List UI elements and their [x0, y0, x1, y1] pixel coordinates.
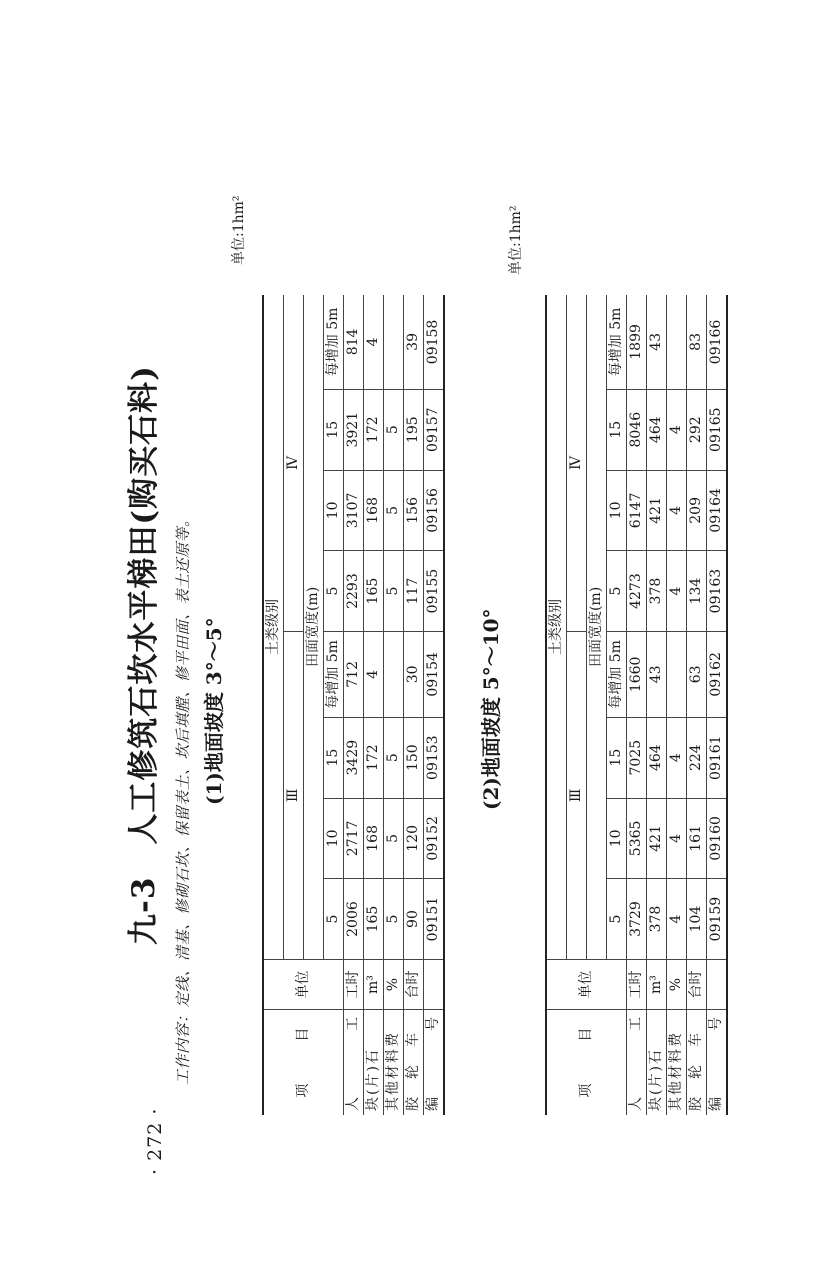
- header-unit: 单位: [546, 959, 627, 1009]
- row-value: 165: [364, 551, 384, 632]
- row-value: 09158: [424, 295, 445, 389]
- table-2-unit-note: 单位:1hm²: [508, 205, 524, 275]
- row-value: 5: [384, 389, 404, 470]
- row-value: [667, 295, 687, 389]
- row-value: 8046: [627, 389, 647, 470]
- quota-table: [262, 295, 445, 1115]
- row-value: 165: [364, 879, 384, 960]
- header-soil-class: 土类级别: [546, 295, 567, 959]
- table-row: [667, 295, 687, 1115]
- row-name: 块(片)石: [647, 1010, 667, 1115]
- row-value: 09162: [707, 631, 728, 717]
- row-value: 209: [687, 470, 707, 551]
- row-value: 117: [404, 551, 424, 632]
- row-value: 90: [404, 879, 424, 960]
- row-value: 172: [364, 389, 384, 470]
- row-value: 1660: [627, 631, 647, 717]
- header-item: 项 目: [546, 1010, 627, 1115]
- row-value: 292: [687, 389, 707, 470]
- row-value: 09154: [424, 631, 445, 717]
- row-name: 编 号: [707, 1010, 728, 1115]
- row-value: 09166: [707, 295, 728, 389]
- header-field-width: 田面宽度(m): [304, 295, 324, 959]
- row-value: [384, 631, 404, 717]
- row-value: 172: [364, 717, 384, 798]
- header-width-1: 10: [607, 798, 627, 879]
- table-row: [384, 295, 404, 1115]
- row-value: 712: [344, 631, 364, 717]
- header-class-iii: Ⅲ: [284, 631, 304, 959]
- row-value: 378: [647, 551, 667, 632]
- header-width-4: 5: [324, 551, 344, 632]
- row-unit: 工时: [627, 959, 647, 1009]
- row-value: 09153: [424, 717, 445, 798]
- row-name: 其他材料费: [384, 1010, 404, 1115]
- row-value: 464: [647, 389, 667, 470]
- header-width-2: 15: [607, 717, 627, 798]
- row-value: 378: [647, 879, 667, 960]
- work-content: 工作内容：定线、清基、修砌石坎、保留表土、坎后填膛、修平田面、表土还原等。: [174, 511, 192, 1085]
- table-1-unit-note: 单位:1hm²: [231, 195, 247, 265]
- row-value: 224: [687, 717, 707, 798]
- row-value: 421: [647, 798, 667, 879]
- row-value: 421: [647, 470, 667, 551]
- header-width-3: 每增加 5m: [324, 631, 344, 717]
- row-value: 120: [404, 798, 424, 879]
- row-value: 3729: [627, 879, 647, 960]
- row-value: 814: [344, 295, 364, 389]
- header-width-5: 10: [324, 470, 344, 551]
- header-item: 项 目: [263, 1010, 344, 1115]
- header-width-0: 5: [607, 879, 627, 960]
- header-width-7: 每增加 5m: [607, 295, 627, 389]
- row-name: 其他材料费: [667, 1010, 687, 1115]
- table-1-subtitle: (1)地面坡度 3°～5°: [202, 617, 226, 805]
- row-name: 人 工: [344, 1010, 364, 1115]
- row-value: 09160: [707, 798, 728, 879]
- row-value: 104: [687, 879, 707, 960]
- row-value: 5: [384, 798, 404, 879]
- row-value: 2717: [344, 798, 364, 879]
- row-value: [384, 295, 404, 389]
- row-value: 83: [687, 295, 707, 389]
- row-value: 7025: [627, 717, 647, 798]
- row-value: 134: [687, 551, 707, 632]
- row-value: 09159: [707, 879, 728, 960]
- row-value: 43: [647, 631, 667, 717]
- table-row: [707, 295, 728, 1115]
- row-value: 4: [667, 551, 687, 632]
- header-field-width: 田面宽度(m): [587, 295, 607, 959]
- row-value: 09165: [707, 389, 728, 470]
- row-value: 5: [384, 879, 404, 960]
- row-name: 胶 轮 车: [687, 1010, 707, 1115]
- row-value: 09164: [707, 470, 728, 551]
- header-class-iv: Ⅳ: [567, 295, 587, 631]
- header-width-5: 10: [607, 470, 627, 551]
- row-value: 4: [667, 879, 687, 960]
- header-width-7: 每增加 5m: [324, 295, 344, 389]
- table-row: [647, 295, 667, 1115]
- row-unit: [707, 959, 728, 1009]
- header-width-1: 10: [324, 798, 344, 879]
- row-value: 5365: [627, 798, 647, 879]
- row-value: [667, 631, 687, 717]
- table-row: [404, 295, 424, 1115]
- row-value: 09155: [424, 551, 445, 632]
- row-value: 4: [667, 470, 687, 551]
- row-unit: m³: [647, 959, 667, 1009]
- row-value: 4: [667, 798, 687, 879]
- row-unit: 台时: [404, 959, 424, 1009]
- header-class-iii: Ⅲ: [567, 631, 587, 959]
- row-value: 6147: [627, 470, 647, 551]
- row-value: 4: [364, 631, 384, 717]
- header-width-6: 15: [607, 389, 627, 470]
- row-value: 63: [687, 631, 707, 717]
- header-unit: 单位: [263, 959, 344, 1009]
- row-unit: 台时: [687, 959, 707, 1009]
- row-value: 3921: [344, 389, 364, 470]
- row-unit: %: [667, 959, 687, 1009]
- row-value: 30: [404, 631, 424, 717]
- row-value: 09157: [424, 389, 445, 470]
- header-width-6: 15: [324, 389, 344, 470]
- row-unit: %: [384, 959, 404, 1009]
- page-number: · 272 ·: [144, 1107, 166, 1175]
- header-width-0: 5: [324, 879, 344, 960]
- row-value: 150: [404, 717, 424, 798]
- table-row: [424, 295, 445, 1115]
- row-value: 2293: [344, 551, 364, 632]
- row-value: 195: [404, 389, 424, 470]
- table-row: [687, 295, 707, 1115]
- row-value: 4: [667, 389, 687, 470]
- row-value: 168: [364, 470, 384, 551]
- row-name: 胶 轮 车: [404, 1010, 424, 1115]
- row-value: 3429: [344, 717, 364, 798]
- row-name: 编 号: [424, 1010, 445, 1115]
- row-unit: m³: [364, 959, 384, 1009]
- row-value: 3107: [344, 470, 364, 551]
- row-value: 1899: [627, 295, 647, 389]
- table-row: [364, 295, 384, 1115]
- row-value: 4: [667, 717, 687, 798]
- row-value: 2006: [344, 879, 364, 960]
- row-value: 168: [364, 798, 384, 879]
- row-unit: [424, 959, 445, 1009]
- row-value: 156: [404, 470, 424, 551]
- header-class-iv: Ⅳ: [284, 295, 304, 631]
- header-width-4: 5: [607, 551, 627, 632]
- row-value: 09151: [424, 879, 445, 960]
- row-value: 4273: [627, 551, 647, 632]
- row-name: 人 工: [627, 1010, 647, 1115]
- row-value: 43: [647, 295, 667, 389]
- row-value: 5: [384, 717, 404, 798]
- table-2-subtitle: (2)地面坡度 5°～10°: [479, 608, 503, 810]
- table-row: [344, 295, 364, 1115]
- page-title: 九-3 人工修筑石坎水平梯田(购买石料): [126, 365, 162, 945]
- row-value: 4: [364, 295, 384, 389]
- row-value: 39: [404, 295, 424, 389]
- row-value: 09163: [707, 551, 728, 632]
- header-width-3: 每增加 5m: [607, 631, 627, 717]
- row-value: 5: [384, 551, 404, 632]
- row-value: 5: [384, 470, 404, 551]
- row-name: 块(片)石: [364, 1010, 384, 1115]
- row-value: 464: [647, 717, 667, 798]
- table-row: [627, 295, 647, 1115]
- row-value: 09161: [707, 717, 728, 798]
- header-soil-class: 土类级别: [263, 295, 284, 959]
- row-value: 161: [687, 798, 707, 879]
- row-value: 09152: [424, 798, 445, 879]
- header-width-2: 15: [324, 717, 344, 798]
- quota-table: [545, 295, 728, 1115]
- row-value: 09156: [424, 470, 445, 551]
- row-unit: 工时: [344, 959, 364, 1009]
